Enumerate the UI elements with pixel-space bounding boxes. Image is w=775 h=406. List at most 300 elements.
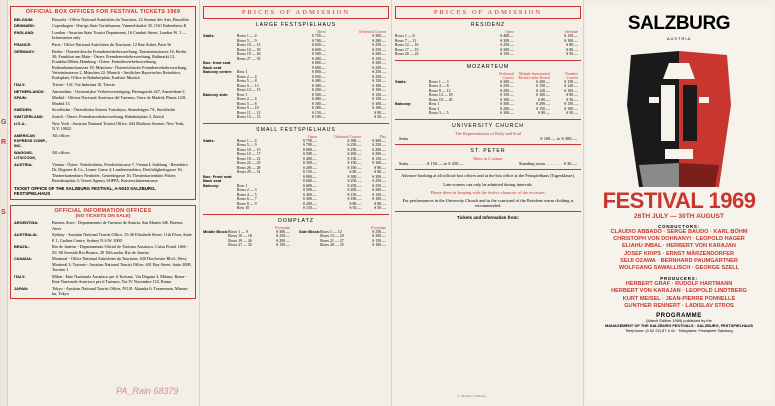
left-edge-strip xyxy=(0,0,8,406)
col-concert: Orchestral Concert xyxy=(333,134,362,139)
fold-line xyxy=(199,0,200,406)
prices-panel-1 xyxy=(203,6,389,400)
price-row-label: Stalls: xyxy=(395,78,407,84)
office-country: WAGONS-LITS/COOK, xyxy=(14,150,37,161)
price-row-rows: Rows 5 — 9 xyxy=(237,143,257,147)
divider xyxy=(203,214,389,215)
residenz-table xyxy=(395,30,581,57)
price-row xyxy=(395,52,581,57)
price-cell: S 200.— xyxy=(500,47,514,52)
col-play: Play xyxy=(379,134,386,139)
col-opera: Opera xyxy=(505,30,514,34)
price-cell: S 300.— xyxy=(311,101,326,106)
price-row-rows: Rows 10 — 18 xyxy=(228,234,252,238)
conductor-line: WOLFGANG SAWALLISCH · GEORGE SZELL xyxy=(618,265,740,272)
office-entry xyxy=(14,17,192,22)
price-cell: S 650.— xyxy=(311,74,326,79)
price-cell: S 50.— xyxy=(566,111,578,115)
price-row-rows: Rows 9 — 13 xyxy=(237,83,259,88)
office-country: ARGENTINA: xyxy=(14,220,39,226)
price-cell: S 120.— xyxy=(564,84,578,88)
box-offices-frame xyxy=(10,6,196,200)
st-peter-sub: Mass in C minor xyxy=(473,155,503,161)
price-cell: S 250.— xyxy=(372,179,386,183)
domplatz-blocks xyxy=(203,226,389,248)
box-offices-list xyxy=(14,17,192,183)
price-cell: S 300.— xyxy=(302,197,317,201)
price-cell: S 250.— xyxy=(372,47,386,52)
price-cell: S 400.— xyxy=(311,56,326,61)
producers-list xyxy=(586,281,772,310)
price-cell: S 150.— xyxy=(347,192,362,197)
price-row-rows: Rows 21 — 27 xyxy=(320,238,344,243)
edition-note: (March Edition 1969) published by the xyxy=(646,318,712,324)
printer-credit: C. Mölleri, Salzburg xyxy=(457,394,486,398)
box-offices-heading: OFFICIAL BOX OFFICES FOR FESTIVAL TICKETS 1969 xyxy=(25,9,181,15)
price-row-label: Balcony: xyxy=(203,182,220,188)
price-cell: S 150.— xyxy=(347,156,362,161)
price-cell: S 80.— xyxy=(537,111,550,115)
price-row xyxy=(203,243,293,248)
office-entry xyxy=(14,133,192,149)
price-row-rows: Rows 26 — 28 xyxy=(237,165,261,170)
price-cell: S 600.— xyxy=(302,147,317,152)
price-cell: S 300.— xyxy=(347,138,362,143)
info-offices-list xyxy=(14,220,192,296)
price-cell: S 600.— xyxy=(302,179,317,183)
note-advance-booking: Advance booking at all official box offices and at the box office at the Festspielhaus (Tagesklasse). xyxy=(401,173,575,179)
price-row-rows: Rows 29 — 31 xyxy=(237,170,261,174)
small-festspielhaus-title: SMALL FESTSPIELHAUS xyxy=(256,126,336,133)
office-entry xyxy=(14,232,192,242)
office-address: Vienna - Österr. Verkehrsbüro, Friedrichstrasse 7, Vienna I; Salzburg - Reisebüro Dr. Degener & Co., Linzer Gasse 4; Landesreisebüro, Dreifaltigkeitsgasse 16; Theaterkartenbüro Neuhofer, Getreidegasse 16; Theaterkartenbüro Polzer, Residenzplatz 3; Travel Agency SOPPA, Kaiserschützenstrasse xyxy=(52,162,188,183)
price-cell: S 250.— xyxy=(347,143,362,147)
price-cell: S 250.— xyxy=(372,65,386,70)
producer-line: KURT MEISEL · JEAN-PIERRE PONNELLE xyxy=(622,295,736,302)
price-cell: S 600.— xyxy=(302,183,317,188)
price-cell: S 400.— xyxy=(302,192,317,197)
ticket-office-note: TICKET OFFICE OF THE SALZBURG FESTIVAL, A-5010 SALZBURG, FESTSPIELHAUS xyxy=(14,186,156,197)
small-festspielhaus-table xyxy=(203,135,389,211)
price-cell: S 500.— xyxy=(311,52,326,56)
price-row-rows: Rows 1 — 4 xyxy=(237,34,257,38)
price-row-label xyxy=(203,206,237,211)
price-row xyxy=(395,111,581,116)
price-row-label: Side Block: xyxy=(299,228,321,234)
office-address: Amsterdam - Oostenrijkse Verkeersvereniging, Herengracht 427, Amsterdam-C xyxy=(52,88,186,94)
price-row-rows: Rows 5 — 8 xyxy=(237,79,257,83)
office-entry xyxy=(14,256,192,272)
price-cell: S 200.— xyxy=(500,88,514,93)
fold-line xyxy=(583,0,584,406)
cover-panel xyxy=(586,6,772,400)
price-cell: S 100.— xyxy=(564,106,578,111)
producer-line: GUNTHER RENNERT · LADISLAV STROS xyxy=(624,302,734,309)
price-cell: S 150.— xyxy=(302,206,317,210)
price-cell: S 250.— xyxy=(347,147,362,152)
office-entry xyxy=(14,286,192,296)
price-row-label xyxy=(395,111,429,116)
price-row-rows: Rows 27 — 35 xyxy=(237,56,261,61)
office-country: ITALY: xyxy=(14,81,26,87)
price-cell: S 150.— xyxy=(311,110,326,115)
office-country: BELGIUM: xyxy=(14,16,34,22)
price-cell: S 800.— xyxy=(311,61,326,65)
office-address: Paris - Office National Autrichien du Tourisme, 12 Rue Auber, Paris 9e xyxy=(52,42,172,48)
price-cell: S 100.— xyxy=(311,115,326,119)
price-cell: S 150.— xyxy=(372,156,386,161)
university-church-title: UNIVERSITY CHURCH xyxy=(452,122,524,129)
price-row-rows: Rows 2 — 4 xyxy=(237,97,257,101)
price-cell: S 800.— xyxy=(302,174,317,179)
price-row-rows: Rows 2 — 3 xyxy=(237,188,257,192)
price-cell: S 150.— xyxy=(564,79,578,84)
festival-dates: 26TH JULY — 30TH AUGUST xyxy=(634,213,724,220)
price-cell: S 800.— xyxy=(311,70,326,74)
price-cell: S 80.— xyxy=(566,47,578,52)
price-row-rows: Rows 10 — 13 xyxy=(237,147,261,152)
price-cell: S 600.— xyxy=(311,47,326,52)
large-festspielhaus-title: LARGE FESTSPIELHAUS xyxy=(255,22,337,28)
price-row-rows: Rows 28 — 35 xyxy=(320,243,344,247)
edge-mark: S xyxy=(1,209,6,216)
price-cell: S 100.— xyxy=(372,88,386,92)
office-country: CANADA: xyxy=(14,256,33,262)
conductor-line: CLAUDIO ABBADO · SERGE BAUDO · KARL BÖHM xyxy=(610,229,748,235)
price-cell: S 80.— xyxy=(349,170,362,174)
price-cell: S 400.— xyxy=(311,97,326,101)
office-entry xyxy=(14,30,192,40)
price-row-rows: Rows 5 — 8 xyxy=(237,101,257,106)
price-cell: S 100.— xyxy=(372,83,386,88)
price-cell: S 80.— xyxy=(374,165,386,170)
price-cell: S 50.— xyxy=(566,97,578,102)
programme-label: PROGRAMME xyxy=(656,313,702,320)
prices-panel-2 xyxy=(395,6,581,400)
price-cell: S 150.— xyxy=(536,106,550,111)
price-row-rows: Row 1 xyxy=(237,183,248,188)
office-address: Zurich - Österr. Fremdenverkehrswerbung, Bahnhofplatz 3, Zürich xyxy=(52,114,164,120)
price-cell: S 500.— xyxy=(302,152,317,156)
price-cell: S 100.— xyxy=(372,197,386,201)
residenz-title: RESIDENZ xyxy=(470,22,506,28)
price-cell: S 100.— xyxy=(536,93,550,97)
price-cell: S 250.— xyxy=(347,183,362,188)
price-cell: S 120.— xyxy=(536,88,550,93)
price-cell: S 300.— xyxy=(500,38,514,43)
price-row-rows: Rows 12 — 16 xyxy=(395,43,419,47)
price-row-rows: Row 1 xyxy=(429,102,440,106)
office-address: Buenos Aires - Departamento de Turismo de Austria, San Martin 346, Buenos Aires xyxy=(52,220,183,231)
price-cell: S 100.— xyxy=(372,243,386,247)
price-row-rows: Rows 18 — 21 xyxy=(237,156,261,161)
price-cell: S 200.— xyxy=(302,165,317,170)
price-cell: S 250.— xyxy=(372,70,386,74)
col-matinee: Matinée Instrumental Recital Lieder Recital xyxy=(518,71,550,80)
price-cell: S 300.— xyxy=(372,61,386,65)
management-line: MANAGEMENT OF THE SALZBURG FESTIVALS · SALZBURG, FESTSPIELHAUS xyxy=(605,322,753,328)
price-cell: S 400.— xyxy=(500,34,514,38)
price-cell: S 300.— xyxy=(372,138,386,143)
price-cell: S 80.— xyxy=(566,93,578,97)
office-entry xyxy=(14,95,192,105)
price-cell: S 300.— xyxy=(372,34,386,38)
price-cell: S 100.— xyxy=(500,111,514,115)
office-country: GERMANY: xyxy=(14,48,35,54)
price-cell: S 400.— xyxy=(302,156,317,161)
price-row-rows: Rows 10 — 13 xyxy=(237,43,261,47)
price-cell: S 250.— xyxy=(372,143,386,147)
price-cell: S 100.— xyxy=(564,88,578,93)
office-entry xyxy=(14,121,192,131)
price-row-rows: Rows 4 — 8 xyxy=(429,84,449,88)
theatre-mask-illustration xyxy=(609,45,749,187)
office-address: All offices xyxy=(52,150,70,156)
price-cell: S 250.— xyxy=(372,74,386,79)
office-address: Tokyo - Austrian National Tourist Office, P.O.B. Akasaka 6, Toranomon, Minato-ku, Tokyo xyxy=(52,285,189,296)
office-entry xyxy=(14,244,192,254)
price-cell: S 50.— xyxy=(374,206,386,210)
office-country: AUSTRIA: xyxy=(14,162,33,168)
price-row-label xyxy=(203,243,228,248)
price-row-rows: Rows 11 — 12 xyxy=(237,110,261,115)
price-row xyxy=(299,243,389,248)
price-cell: S 80.— xyxy=(349,201,362,206)
price-cell: S 300.— xyxy=(500,79,514,84)
price-row-rows: Rows 1 — 4 xyxy=(237,138,257,143)
office-country: AMERICAN EXPRESS COMP., INC. xyxy=(14,132,47,149)
office-entry xyxy=(14,107,192,112)
st-peter-title: ST. PETER xyxy=(470,147,506,154)
price-row-rows: Rows 22 — 25 xyxy=(237,161,261,165)
col-opera: Opera xyxy=(316,30,326,34)
price-cell: S 200.— xyxy=(536,102,550,106)
price-row-rows: Rows 1 — 6 xyxy=(395,34,415,38)
price-cell: S 250.— xyxy=(500,84,514,88)
info-offices-heading: OFFICIAL INFORMATION OFFICES xyxy=(54,207,152,214)
office-country: ITALY: xyxy=(14,273,26,279)
price-cell: S 300.— xyxy=(276,229,290,234)
price-cell: S 300.— xyxy=(347,174,362,179)
office-country: BRAZIL: xyxy=(14,244,30,250)
price-cell: S 300.— xyxy=(302,161,317,165)
price-row-rows: Rows 6 — 7 xyxy=(237,197,257,201)
price-cell: S 200.— xyxy=(276,238,290,243)
price-cell: S 200.— xyxy=(302,201,317,206)
price-cell: S 200.— xyxy=(536,79,550,84)
office-entry xyxy=(14,114,192,119)
domplatz-side-table: Everyman Side Block: Rows 1 — 12 S 250.— Rows 13 — 20 S 200.— Rows 21 — 27 S 150.— Rows 28 — 35 S 100.— xyxy=(299,226,389,248)
office-address: Sydney - Austrian National Tourist Office, 35-40 Elizabeth Street, 11th Floor, Suite E 1, Carlton Centre, Sydney N.S.W. 2000 xyxy=(52,232,192,243)
office-country: FRANCE: xyxy=(14,42,32,48)
price-row-rows: Rows 1 — 3 xyxy=(429,79,449,84)
domplatz-middle-table: Everyman Middle Block: Rows 1 — 9 S 300.— Rows 10 — 18 S 250.— Rows 19 — 26 S 200.— Rows 27 — 35 S 150.— xyxy=(203,226,293,248)
price-row-rows: Rows 9 — 10 xyxy=(237,106,259,110)
price-cell: S 150.— xyxy=(536,84,550,88)
university-church-seats: Seats S 100.— to S 300.— xyxy=(399,135,577,141)
office-country: AUSTRALIA: xyxy=(14,232,38,238)
price-cell: S 100.— xyxy=(500,97,514,102)
price-cell: S 100.— xyxy=(564,38,578,43)
note-dress: Please dress in keeping with the festive character of the occasion. xyxy=(430,189,546,195)
price-cell: S 50.— xyxy=(566,52,578,56)
price-cell: S 600.— xyxy=(311,65,326,70)
office-country: DENMARK: xyxy=(14,23,36,29)
price-row-rows: Rows 13 — 20 xyxy=(320,234,344,238)
fold-line xyxy=(391,0,392,406)
office-country: SPAIN: xyxy=(14,95,27,101)
price-cell: S 150.— xyxy=(302,170,317,174)
office-address: London - Austrian State Tourist Department, 16 Conduit Street, London W. 1 — Information only xyxy=(52,30,187,41)
price-row-label: Stalls: xyxy=(203,137,215,143)
price-cell: S 100.— xyxy=(347,165,362,170)
price-cell: S 500.— xyxy=(302,188,317,192)
price-cell: S 650.— xyxy=(311,43,326,47)
divider xyxy=(203,123,389,124)
price-cell: S 250.— xyxy=(347,179,362,183)
price-row-rows: Row 10 xyxy=(237,206,250,210)
price-row-label: Stalls: xyxy=(203,33,215,38)
price-cell: S 750.— xyxy=(311,34,326,38)
price-row-rows: Rows 20 — 23 xyxy=(395,52,419,56)
price-cell: S 200.— xyxy=(500,106,514,111)
mozarteum-title: MOZARTEUM xyxy=(466,63,510,70)
cover-country: AUSTRIA xyxy=(666,36,692,41)
note-clothing: For performances in the University Church and in the courtyard of the Residenz warm clothing is recommended. xyxy=(402,197,574,209)
domplatz-title: DOMPLATZ xyxy=(278,217,314,224)
office-address: Stockholm - Österrikiska Statens Turistbyra, Strandvägen 7A, Stockholm xyxy=(52,107,175,113)
price-cell: S 280.— xyxy=(372,38,386,43)
price-cell: S 80.— xyxy=(537,97,550,102)
info-offices-subheading: (NO TICKETS ON SALE) xyxy=(75,213,131,219)
conductors-label: CONDUCTORS: xyxy=(658,224,700,229)
price-cell: S 100.— xyxy=(372,101,386,106)
price-cell: S 50.— xyxy=(374,115,386,119)
price-cell: S 80.— xyxy=(566,43,578,47)
price-row-label: Balcony side: xyxy=(203,91,229,97)
edge-mark: R xyxy=(1,139,7,146)
price-cell: S 250.— xyxy=(276,234,290,238)
price-row-rows: Rows 13 — 15 xyxy=(237,115,261,119)
office-address: Madrid - Oficina Nacional Austriaca del Turismo, Torre de Madrid, Planta 12/8, Madrid 13 xyxy=(52,95,187,106)
price-cell: S 150.— xyxy=(372,56,386,61)
producers-label: PRODUCERS: xyxy=(660,276,698,282)
price-cell: S 150.— xyxy=(372,79,386,83)
price-row-rows: Rows 19 — 26 xyxy=(228,238,252,243)
prices-heading: PRICES OF ADMISSION xyxy=(203,6,389,19)
price-cell: S 300.— xyxy=(372,174,386,179)
price-row-label: Balcony centre: xyxy=(203,69,233,74)
price-cell: S 400.— xyxy=(311,79,326,83)
price-cell: S 300.— xyxy=(500,102,514,106)
price-cell: S 150.— xyxy=(372,97,386,101)
price-row-rows: Row 1 xyxy=(237,92,248,97)
price-cell: S 100.— xyxy=(347,197,362,201)
st-peter-prices: Seats . . . . . . . . S 150.— to S 250.— Standing room . . . . . . . . S 30.— xyxy=(399,161,577,167)
price-cell: S 200.— xyxy=(311,106,326,110)
price-row-rows: Rows 17 — 19 xyxy=(395,47,419,52)
office-country: U.S.A.: xyxy=(14,120,27,126)
price-cell: S 200.— xyxy=(372,188,386,192)
price-row xyxy=(203,115,389,120)
price-cell: S 300.— xyxy=(311,83,326,88)
festival-year: FESTIVAL 1969 xyxy=(602,188,756,213)
office-entry xyxy=(14,150,192,160)
price-row-rows: Row 1 xyxy=(237,70,248,74)
price-cell: S 150.— xyxy=(347,161,362,165)
price-cell: S 200.— xyxy=(372,52,386,56)
price-cell: S 200.— xyxy=(372,152,386,156)
col-serenade: Serenade xyxy=(564,30,578,34)
price-row-rows: Rows 14 — 15 xyxy=(237,88,261,92)
conductor-line: SEIJI OZAWA · BERNHARD PAUMGARTNER xyxy=(620,257,738,264)
price-cell: S 80.— xyxy=(374,170,386,174)
price-cell: S 250.— xyxy=(372,183,386,188)
price-row-rows: Rows 2 — 4 xyxy=(237,74,257,79)
price-cell: S 150.— xyxy=(564,34,578,38)
office-address: Trieste - Uff. Via Imbriani 10, Trieste xyxy=(52,81,115,87)
office-entry xyxy=(14,23,192,28)
price-cell: S 80.— xyxy=(374,201,386,206)
price-row-rows: Rows 4 — 5 xyxy=(237,192,257,197)
price-row-label: Box: front seat xyxy=(203,60,231,65)
office-entry xyxy=(14,89,192,94)
price-row-label xyxy=(299,243,320,248)
price-row-rows: Rows 7 — 11 xyxy=(395,38,417,43)
telephone-line: Telephone: (0 62 22) 87 4 41 · Telegrams: Festspiele Salzburg xyxy=(625,327,733,333)
handwritten-annotation: PA_Rain 68379 xyxy=(116,386,179,396)
large-festspielhaus-table xyxy=(203,30,389,120)
note-latecomers: Late-comers can only be admitted during intervals. xyxy=(443,181,533,187)
office-address: Copenhagen - Østrigs Stats Turistbureau, Vimmelskaftet 35, 1161 København K xyxy=(52,23,187,29)
price-cell: S 150.— xyxy=(564,102,578,106)
price-row-rows: Rows 9 — 12 xyxy=(429,88,451,93)
office-address: All offices xyxy=(52,132,70,138)
price-cell: S 200.— xyxy=(372,147,386,152)
price-cell: S 150.— xyxy=(276,243,290,247)
price-row-rows: Row 2 xyxy=(429,106,440,111)
conductor-line: CHRISTOPH VON DOHNANYI · LEOPOLD HAGER xyxy=(613,236,745,243)
info-offices-frame xyxy=(10,205,196,299)
prices-heading: PRICES OF ADMISSION xyxy=(395,6,581,19)
box-offices-panel xyxy=(10,6,196,400)
price-cell: S 200.— xyxy=(372,234,386,238)
price-cell: S 200.— xyxy=(347,188,362,192)
price-cell: S 200.— xyxy=(347,152,362,156)
col-chamber: Chamber Concert xyxy=(564,71,578,80)
price-cell: S 100.— xyxy=(372,106,386,110)
office-address: Berlin - Österreichische Fremdenverkehrswerbung, Tauentzienstrasse 16, Berlin 30; Frankfurt am Main - Österr. Fremdenverkehrswerbung, Roßmarkt 12, Frankfurt/Main; Hamburg - Österr. Fremdenverkehrswerbung, Rothenbaumchaussee 19; München - Österreichische Fremdenverkehrswerbung, Veterinärstrasse 2, München 22; Munich - Amtliches Bayerisches Reisebüro, Karlsplatz, Office in Bahnhofplatz, Karlstor Munich xyxy=(52,48,188,80)
office-address: Brussels - Office National Autrichien du Tourisme, 22 Avenue des Arts, Bruxelles xyxy=(52,16,190,22)
edge-mark: G xyxy=(1,119,7,126)
price-row-rows: Rows 1 — 12 xyxy=(320,229,342,234)
office-entry xyxy=(14,162,192,183)
conductor-line: ELIAHU INBAL · HERBERT VON KARAJAN xyxy=(622,243,736,250)
tickets-info-footer: Tickets and Information from: xyxy=(457,215,519,221)
price-cell: S 500.— xyxy=(311,92,326,97)
price-cell: S 50.— xyxy=(349,206,362,210)
price-cell: S 700.— xyxy=(311,38,326,43)
price-row-rows: Rows 13 — 18 xyxy=(429,93,453,97)
price-row-rows: Rows 8 — 9 xyxy=(237,201,257,206)
office-country: SWEDEN: xyxy=(14,107,33,113)
price-cell: S 250.— xyxy=(500,43,514,47)
price-cell: S 700.— xyxy=(302,143,317,147)
price-row-rows: Rows 19 — 26 xyxy=(237,52,261,56)
price-row-rows: Rows 14 — 17 xyxy=(237,152,261,156)
price-row-label: Balcony: xyxy=(395,101,412,106)
conductor-line: JOSEF KRIPS · ERNST MÄRZENDORFER xyxy=(623,250,735,257)
